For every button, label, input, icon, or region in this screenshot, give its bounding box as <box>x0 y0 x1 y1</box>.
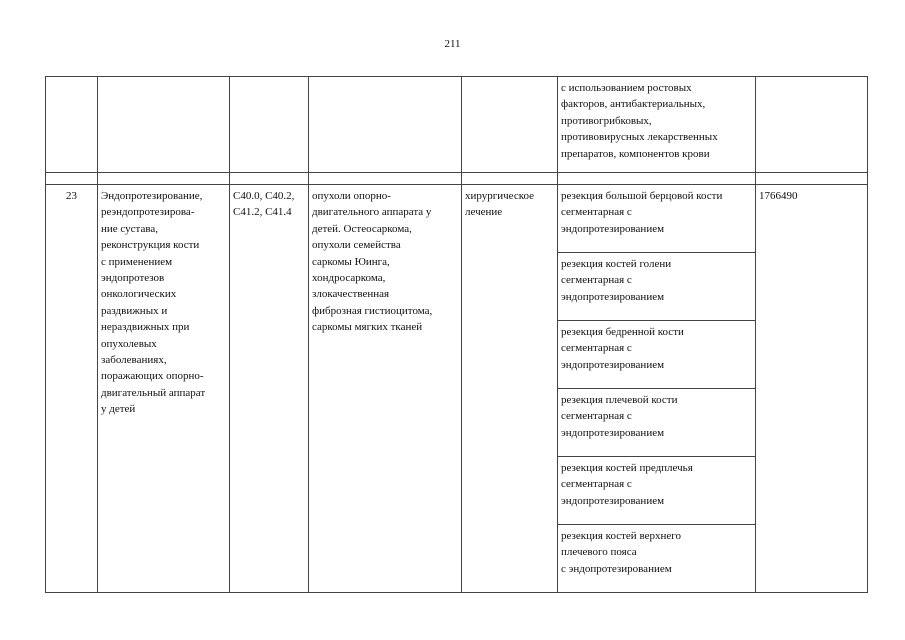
diagnosis: опухоли опорно- двигательного аппарата у детей. Остеосаркома, опухоли семейства саркомы Юинга, хондросаркома, злокачественная фиброзная гистиоцитома, саркомы мягких тканей <box>309 185 462 593</box>
row-number: 23 <box>46 185 98 593</box>
cont-cell-codes <box>230 77 309 173</box>
method-cell: резекция костей предплечья сегментарная с эндопротезированием <box>558 457 756 525</box>
care-methods-table <box>45 76 868 593</box>
continuation-row <box>46 77 868 173</box>
row-gap <box>46 173 868 185</box>
method-cell: резекция бедренной кости сегментарная с эндопротезированием <box>558 321 756 389</box>
table-row <box>46 185 868 253</box>
cont-cell-procedure <box>98 77 230 173</box>
cost-value: 1766490 <box>756 185 868 593</box>
icd-codes: C40.0, C40.2, C41.2, C41.4 <box>230 185 309 593</box>
page-number: 211 <box>444 38 461 50</box>
treatment-type: хирургическое лечение <box>462 185 558 593</box>
cont-cell-method: с использованием ростовых факторов, антибактериальных, противогрибковых, противовирусных лекарственных препаратов, компонентов крови <box>558 77 756 173</box>
procedure-name: Эндопротезирование, реэндопротезирова- ние сустава, реконструкция кости с применением эндопротезов онкологических раздвижных и нераздвижных при опухолевых заболеваниях, поражающих опорно- двигательный аппарат у детей <box>98 185 230 593</box>
cont-cell-diagnosis <box>309 77 462 173</box>
method-cell: резекция большой берцовой кости сегментарная с эндопротезированием <box>558 185 756 253</box>
cont-cell-treatment <box>462 77 558 173</box>
method-cell: резекция костей верхнего плечевого пояса с эндопротезированием <box>558 525 756 593</box>
cont-cell-cost <box>756 77 868 173</box>
method-cell: резекция костей голени сегментарная с эндопротезированием <box>558 253 756 321</box>
method-cell: резекция плечевой кости сегментарная с эндопротезированием <box>558 389 756 457</box>
cont-cell-number <box>46 77 98 173</box>
